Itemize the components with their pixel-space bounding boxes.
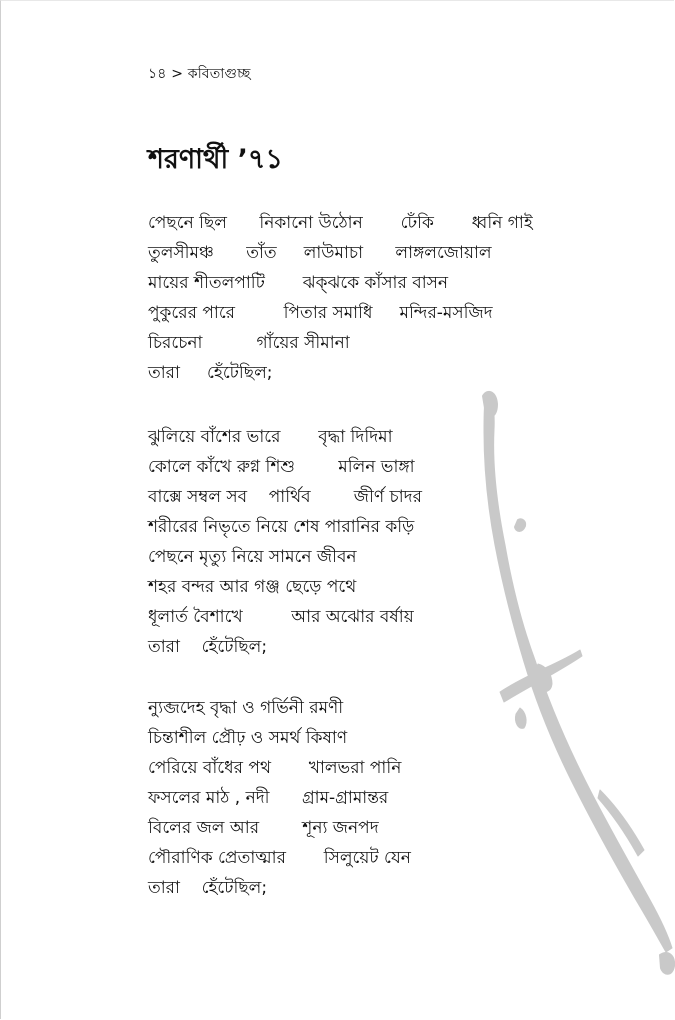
poem-line: ন্যুব্জদেহ বৃদ্ধা ও গর্ভিনী রমণী: [148, 698, 344, 718]
poem-line: বাক্সে সম্বল সব পার্থিব জীর্ণ চাদর: [148, 487, 422, 507]
poem-line: পেছনে ছিল নিকানো উঠোন ঢেঁকি ধ্বনি গাই: [148, 213, 533, 233]
poem-title: শরণার্থী ’৭১: [148, 144, 283, 175]
stanza-1: [148, 208, 533, 388]
running-head: ১৪ > কবিতাগুচ্ছ: [148, 66, 251, 82]
poem-line: শহর বন্দর আর গঞ্জ ছেড়ে পথে: [148, 577, 357, 597]
poem-line: তারা হেঁটেছিল;: [148, 637, 268, 657]
poem-line: পেছনে মৃত্যু নিয়ে সামনে জীবন: [148, 547, 357, 567]
poem-line: ধূলার্ত বৈশাখে আর অঝোর বর্ষায়: [148, 607, 414, 627]
poem-line: শরীরের নিভৃতে নিয়ে শেষ পারানির কড়ি: [148, 517, 415, 537]
poem-line: পৌরাণিক প্রেতাত্মার সিলুয়েট যেন: [148, 848, 411, 868]
poem-line: ঝুলিয়ে বাঁশের ভারে বৃদ্ধা দিদিমা: [148, 427, 393, 447]
poem-line: তারা হেঁটেছিল;: [148, 878, 268, 898]
stanza-2: [148, 422, 422, 662]
poem-line: তারা হেঁটেছিল;: [148, 363, 273, 383]
stanza-3: [148, 693, 411, 903]
poem-line: বিলের জল আর শূন্য জনপদ: [148, 818, 379, 838]
poem-line: চিন্তাশীল প্রৌঢ় ও সমর্থ কিষাণ: [148, 728, 348, 748]
poem-line: পুকুরের পারে পিতার সমাধি মন্দির-মসজিদ: [148, 303, 493, 323]
poem-line: চিরচেনা গাঁয়ের সীমানা: [148, 333, 350, 353]
poem-line: কোলে কাঁখে রুগ্ন শিশু মলিন ভাঙ্গা: [148, 457, 415, 477]
poem-line: পেরিয়ে বাঁধের পথ খালভরা পানি: [148, 758, 402, 778]
poem-line: তুলসীমঞ্চ তাঁত লাউমাচা লাঙ্গলজোয়াল: [148, 243, 492, 263]
poem-line: ফসলের মাঠ , নদী গ্রাম-গ্রামান্তর: [148, 788, 389, 808]
poem-line: মায়ের শীতলপাটি ঝক্‌ঝকে কাঁসার বাসন: [148, 273, 449, 293]
